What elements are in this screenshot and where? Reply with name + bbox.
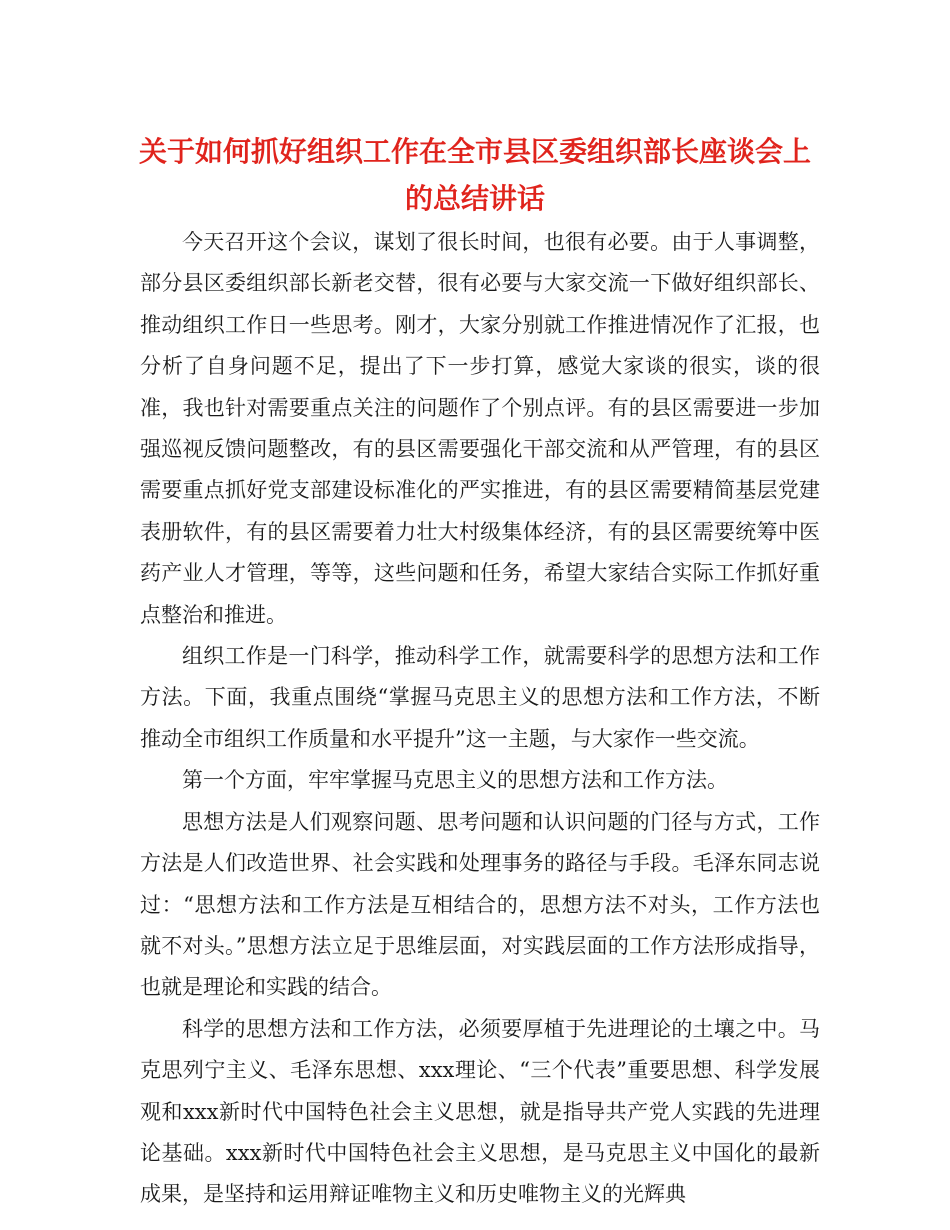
document-body bbox=[140, 222, 820, 1216]
title-line-1: 关于如何抓好组织工作在全市县区委组织部长座谈会上 bbox=[138, 135, 811, 168]
paragraph-1: 今天召开这个会议，谋划了很长时间，也很有必要。由于人事调整，部分县区委组织部长新老交替，很有必要与大家交流一下做好组织部长、推动组织工作日一些思考。刚才，大家分别就工作推进情况作了汇报，也分析了自身问题不足，提出了下一步打算，感觉大家谈的很实，谈的很准，我也针对需要重点关注的问题作了个别点评。有的县区需要进一步加强巡视反馈问题整改，有的县区需要强化干部交流和从严管理，有的县区需要重点抓好党支部建设标准化的严实推进，有的县区需要精简基层党建表册软件，有的县区需要着力壮大村级集体经济，有的县区需要统筹中医药产业人才管理，等等，这些问题和任务，希望大家结合实际工作抓好重点整治和推进。 bbox=[140, 230, 820, 627]
paragraph-4: 思想方法是人们观察问题、思考问题和认识问题的门径与方式，工作方法是人们改造世界、社会实践和处理事务的路径与手段。毛泽东同志说过：“思想方法和工作方法是互相结合的，思想方法不对头，工作方法也就不对头。”思想方法立足于思维层面，对实践层面的工作方法形成指导，也就是理论和实践的结合。 bbox=[140, 809, 820, 1000]
title-line-2: 的总结讲话 bbox=[404, 182, 545, 215]
paragraph-2: 组织工作是一门科学，推动科学工作，就需要科学的思想方法和工作方法。下面，我重点围绕“掌握马克思主义的思想方法和工作方法，不断推动全市组织工作质量和水平提升”这一主题，与大家作一些交流。 bbox=[140, 644, 820, 751]
paragraph-3: 第一个方面，牢牢掌握马克思主义的思想方法和工作方法。 bbox=[182, 768, 728, 793]
paragraph-5: 科学的思想方法和工作方法，必须要厚植于先进理论的土壤之中。马克思列宁主义、毛泽东思想、xxx理论、“三个代表”重要思想、科学发展观和xxx新时代中国特色社会主义思想，就是指导共产党人实践的先进理论基础。xxx新时代中国特色社会主义思想，是马克思主义中国化的最新成果，是坚持和运用辩证唯物主义和历史唯物主义的光辉典 bbox=[140, 1016, 820, 1207]
document-title bbox=[130, 128, 820, 222]
